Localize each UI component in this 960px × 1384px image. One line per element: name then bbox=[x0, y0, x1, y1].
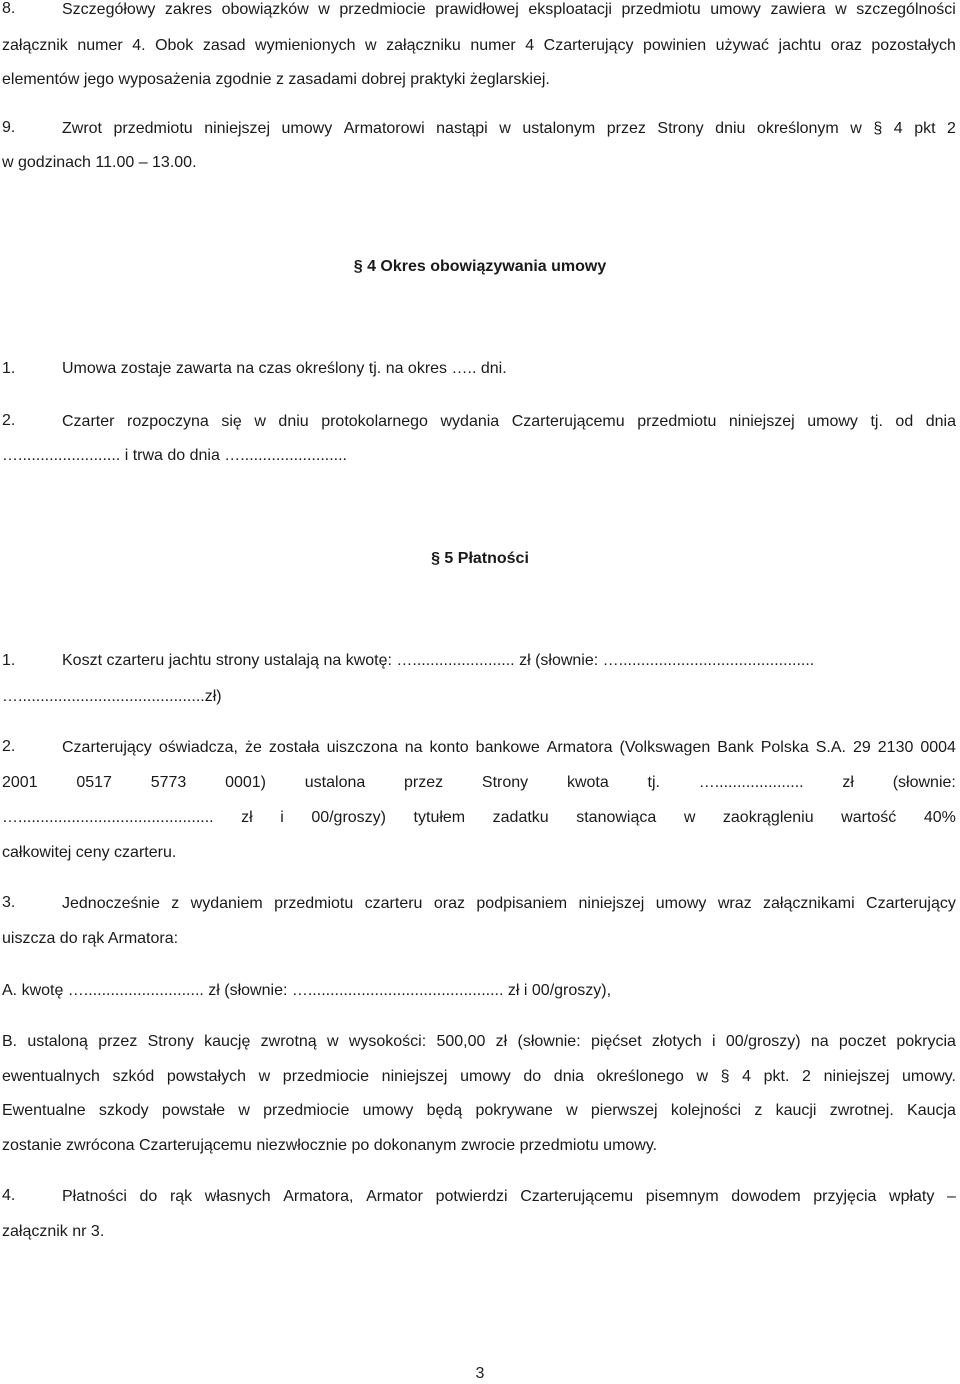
word: poczet bbox=[838, 1033, 887, 1050]
word: 5773 bbox=[150, 774, 187, 791]
word: Czarterujący bbox=[543, 37, 634, 54]
item-line bbox=[2, 773, 956, 793]
word: szczególności bbox=[856, 1, 956, 18]
word: się bbox=[221, 413, 242, 430]
word: i bbox=[280, 809, 284, 826]
word: Strony bbox=[147, 1033, 194, 1050]
word: i bbox=[712, 1033, 716, 1050]
word: w bbox=[254, 413, 266, 430]
word: kaucję bbox=[204, 1033, 251, 1050]
word: Armatora bbox=[546, 739, 613, 756]
paragraph-line bbox=[62, 0, 956, 20]
word: w bbox=[318, 1, 330, 18]
word: przez bbox=[606, 120, 646, 137]
word: załącznikami bbox=[763, 895, 855, 912]
word: protokolarnego bbox=[321, 413, 428, 430]
word: pierwszej bbox=[590, 1102, 658, 1119]
word: Strony bbox=[657, 120, 704, 137]
word: Armatora, bbox=[283, 1188, 354, 1205]
paragraph-number: 8. bbox=[2, 0, 16, 17]
word: do bbox=[523, 1068, 542, 1085]
page-number: 3 bbox=[475, 1365, 485, 1382]
word: używać bbox=[715, 37, 769, 54]
word: od bbox=[895, 413, 914, 430]
word: kolejności bbox=[670, 1102, 742, 1119]
word: 29 bbox=[852, 739, 871, 756]
word: wartość bbox=[841, 809, 897, 826]
paragraph-line: w godzinach 11.00 – 13.00. bbox=[2, 154, 197, 171]
word: przyjęcia bbox=[813, 1188, 877, 1205]
word: określonym bbox=[756, 120, 839, 137]
word: zł bbox=[495, 1033, 508, 1050]
word: pkt bbox=[914, 120, 936, 137]
item-line bbox=[62, 738, 956, 758]
word: niniejszej bbox=[728, 413, 795, 430]
word: niniejszej bbox=[823, 1068, 890, 1085]
paragraph-line: elementów jego wyposażenia zgodnie z zasadami dobrej praktyki żeglarskiej. bbox=[2, 71, 550, 88]
word: Obok bbox=[155, 37, 194, 54]
word: (słownie: bbox=[892, 774, 956, 791]
word: ewentualnych bbox=[2, 1068, 100, 1085]
word: dniu bbox=[715, 120, 746, 137]
word: niniejszej bbox=[578, 895, 645, 912]
word: nastąpi bbox=[436, 120, 488, 137]
word: zasad bbox=[202, 37, 246, 54]
word: zwrotną bbox=[260, 1033, 317, 1050]
word: Strony bbox=[481, 774, 529, 791]
word: przedmiocie bbox=[263, 1102, 350, 1119]
word: w bbox=[238, 1102, 250, 1119]
word: załącznik bbox=[2, 37, 68, 54]
item-line: …..........................................zł) bbox=[2, 688, 222, 705]
section-5-item-a: A. kwotę …........................... zł (słownie: …............................................ zł i 00/groszy), bbox=[2, 982, 612, 999]
word: Zwrot bbox=[62, 120, 102, 137]
word: w bbox=[835, 1, 847, 18]
word: własnych bbox=[204, 1188, 271, 1205]
word: tj. bbox=[647, 774, 660, 791]
word: będą bbox=[426, 1102, 463, 1119]
word: przedmiocie bbox=[282, 1068, 370, 1085]
word: wpłaty bbox=[889, 1188, 935, 1205]
word: 0004 bbox=[920, 739, 956, 756]
word: kaucji bbox=[775, 1102, 817, 1119]
word: Czarterujący bbox=[62, 739, 152, 756]
word: Polska bbox=[760, 739, 809, 756]
word: tj. bbox=[870, 413, 883, 430]
word: potwierdzi bbox=[435, 1188, 508, 1205]
word: § bbox=[720, 1068, 730, 1085]
word: z bbox=[171, 895, 180, 912]
word: eksploatacji bbox=[528, 1, 612, 18]
word: – bbox=[946, 1188, 956, 1205]
item-line bbox=[62, 894, 956, 914]
word: pozostałych bbox=[871, 37, 956, 54]
word: przedmiocie bbox=[339, 1, 426, 18]
word: numer bbox=[77, 37, 123, 54]
word: Armator bbox=[366, 1188, 423, 1205]
item-line: zostanie zwrócona Czarterującemu niezwłocznie po dokonanym zwrocie przedmiotu umowy. bbox=[2, 1137, 658, 1154]
item-number: 3. bbox=[2, 894, 16, 911]
word: pisemnym bbox=[645, 1188, 719, 1205]
word: niniejszej bbox=[204, 120, 270, 137]
word: zawiera bbox=[770, 1, 826, 18]
item-line bbox=[2, 1067, 956, 1087]
word: w bbox=[683, 809, 696, 826]
word: 2130 bbox=[877, 739, 914, 756]
word: z bbox=[754, 1102, 763, 1119]
word: oświadcza, bbox=[158, 739, 238, 756]
word: konto bbox=[429, 739, 469, 756]
word: 0001) bbox=[225, 774, 266, 791]
word: 2 bbox=[802, 1068, 811, 1085]
word: Armatorowi bbox=[343, 120, 425, 137]
item-number: 1. bbox=[2, 652, 16, 669]
word: wydaniem bbox=[190, 895, 263, 912]
word: Bank bbox=[717, 739, 754, 756]
word: dniu bbox=[278, 413, 309, 430]
word: Czarterującemu bbox=[511, 413, 625, 430]
item-number: 1. bbox=[2, 360, 16, 377]
word: szkody bbox=[98, 1102, 149, 1119]
word: powinien bbox=[642, 37, 707, 54]
word: rozpoczyna bbox=[126, 413, 209, 430]
word: 4. bbox=[132, 37, 146, 54]
word: szkód bbox=[112, 1068, 155, 1085]
word: rąk bbox=[169, 1188, 193, 1205]
paragraph-line bbox=[62, 119, 956, 139]
word: przedmiotu bbox=[621, 1, 701, 18]
word: umowy bbox=[807, 413, 858, 430]
word: ustalona bbox=[304, 774, 366, 791]
word: pkt. bbox=[763, 1068, 790, 1085]
word: w bbox=[850, 120, 862, 137]
word: dnia bbox=[925, 413, 956, 430]
word: przez bbox=[98, 1033, 138, 1050]
word: 2 bbox=[947, 120, 956, 137]
word: tytułem bbox=[413, 809, 466, 826]
word: zwrotnej. bbox=[829, 1102, 894, 1119]
word: jachtu bbox=[778, 37, 822, 54]
word: zł bbox=[241, 809, 253, 826]
word: oraz bbox=[433, 895, 465, 912]
word: przedmiotu bbox=[637, 413, 717, 430]
item-number: 2. bbox=[2, 738, 16, 755]
word: wydania bbox=[440, 413, 500, 430]
word: numer bbox=[470, 37, 516, 54]
word: czarteru bbox=[364, 895, 423, 912]
word: 40% bbox=[923, 809, 956, 826]
word: w bbox=[326, 1033, 339, 1050]
item-line: załącznik nr 3. bbox=[2, 1223, 105, 1240]
word: § bbox=[873, 120, 883, 137]
word: w bbox=[566, 1102, 578, 1119]
item-line: uiszcza do rąk Armatora: bbox=[2, 930, 179, 947]
word: 00/groszy) bbox=[725, 1033, 801, 1050]
word: Czarterującemu bbox=[520, 1188, 634, 1205]
word: ….................... bbox=[698, 774, 804, 791]
word: umowy bbox=[281, 120, 333, 137]
word: ustalonym bbox=[522, 120, 596, 137]
paragraph-line bbox=[2, 36, 956, 56]
word: umowy bbox=[362, 1102, 414, 1119]
word: oraz bbox=[830, 37, 862, 54]
section-heading: § 5 Płatności bbox=[431, 550, 529, 567]
word: 0517 bbox=[76, 774, 112, 791]
word: określonego bbox=[596, 1068, 684, 1085]
item-text: Umowa zostaje zawarta na czas określony tj. na okres ….. dni. bbox=[62, 360, 507, 377]
word: 500,00 bbox=[436, 1033, 486, 1050]
word: umowy bbox=[710, 1, 761, 18]
word: S.A. bbox=[815, 739, 846, 756]
item-number: 2. bbox=[2, 412, 16, 429]
word: w bbox=[499, 120, 511, 137]
item-line: Koszt czarteru jachtu strony ustalają na kwotę: …....................... zł (słownie: …............................................ bbox=[62, 652, 815, 669]
item-line bbox=[62, 412, 956, 432]
word: bankowe bbox=[475, 739, 540, 756]
word: Szczegółowy bbox=[62, 1, 156, 18]
word: pięćset bbox=[590, 1033, 642, 1050]
word: powstałych bbox=[166, 1068, 247, 1085]
word: 4 bbox=[893, 120, 903, 137]
word: 4 bbox=[742, 1068, 752, 1085]
word: pokrywane bbox=[475, 1102, 553, 1119]
word: niniejszej bbox=[381, 1068, 448, 1085]
word: w bbox=[365, 37, 377, 54]
word: na bbox=[810, 1033, 829, 1050]
word: w bbox=[696, 1068, 708, 1085]
word: Płatności bbox=[62, 1188, 127, 1205]
word: załączniku bbox=[386, 37, 461, 54]
item-line bbox=[2, 808, 956, 828]
word: przez bbox=[404, 774, 444, 791]
word: przedmiotu bbox=[274, 895, 354, 912]
word: B. bbox=[2, 1033, 18, 1050]
item-number: 4. bbox=[2, 1187, 16, 1204]
word: że bbox=[244, 739, 262, 756]
word: zł bbox=[842, 774, 854, 791]
word: Jednocześnie bbox=[62, 895, 160, 912]
word: zakres bbox=[164, 1, 213, 18]
word: Czarterujący bbox=[866, 895, 956, 912]
word: (Volkswagen bbox=[619, 739, 711, 756]
word: do bbox=[139, 1188, 158, 1205]
word: wraz bbox=[717, 895, 752, 912]
word: 4 bbox=[525, 37, 535, 54]
word: podpisaniem bbox=[476, 895, 568, 912]
word: zadatku bbox=[492, 809, 549, 826]
word: Kaucja bbox=[907, 1102, 956, 1119]
word: umowy bbox=[655, 895, 707, 912]
item-line bbox=[2, 1101, 956, 1121]
word: (słownie: bbox=[517, 1033, 581, 1050]
word: uiszczona bbox=[326, 739, 398, 756]
word: stanowiąca bbox=[576, 809, 657, 826]
item-line bbox=[62, 1187, 956, 1207]
word: prawidłowej bbox=[435, 1, 519, 18]
word: powstałe bbox=[161, 1102, 226, 1119]
item-line: całkowitej ceny czarteru. bbox=[2, 844, 177, 861]
word: 2001 bbox=[2, 774, 38, 791]
word: dnia bbox=[553, 1068, 585, 1085]
word: zaokrągleniu bbox=[722, 809, 814, 826]
word: obowiązków bbox=[221, 1, 309, 18]
item-line: …....................... i trwa do dnia …........................ bbox=[2, 447, 347, 464]
section-heading: § 4 Okres obowiązywania umowy bbox=[353, 258, 607, 275]
word: przedmiotu bbox=[113, 120, 193, 137]
word: ustaloną bbox=[27, 1033, 88, 1050]
word: wymienionych bbox=[255, 37, 356, 54]
paragraph-number: 9. bbox=[2, 119, 16, 136]
word: 00/groszy) bbox=[311, 809, 387, 826]
item-line bbox=[2, 1032, 956, 1052]
word: Czarter bbox=[62, 413, 115, 430]
word: została bbox=[268, 739, 320, 756]
word: Ewentualne bbox=[2, 1102, 86, 1119]
word: umowy. bbox=[901, 1068, 956, 1085]
word: na bbox=[404, 739, 423, 756]
word: wysokości: bbox=[348, 1033, 427, 1050]
word: dowodem bbox=[731, 1188, 801, 1205]
word: …............................................ bbox=[2, 809, 214, 826]
word: kwota bbox=[566, 774, 609, 791]
word: pokrycia bbox=[896, 1033, 956, 1050]
word: umowy bbox=[460, 1068, 511, 1085]
word: złotych bbox=[651, 1033, 702, 1050]
word: w bbox=[258, 1068, 271, 1085]
